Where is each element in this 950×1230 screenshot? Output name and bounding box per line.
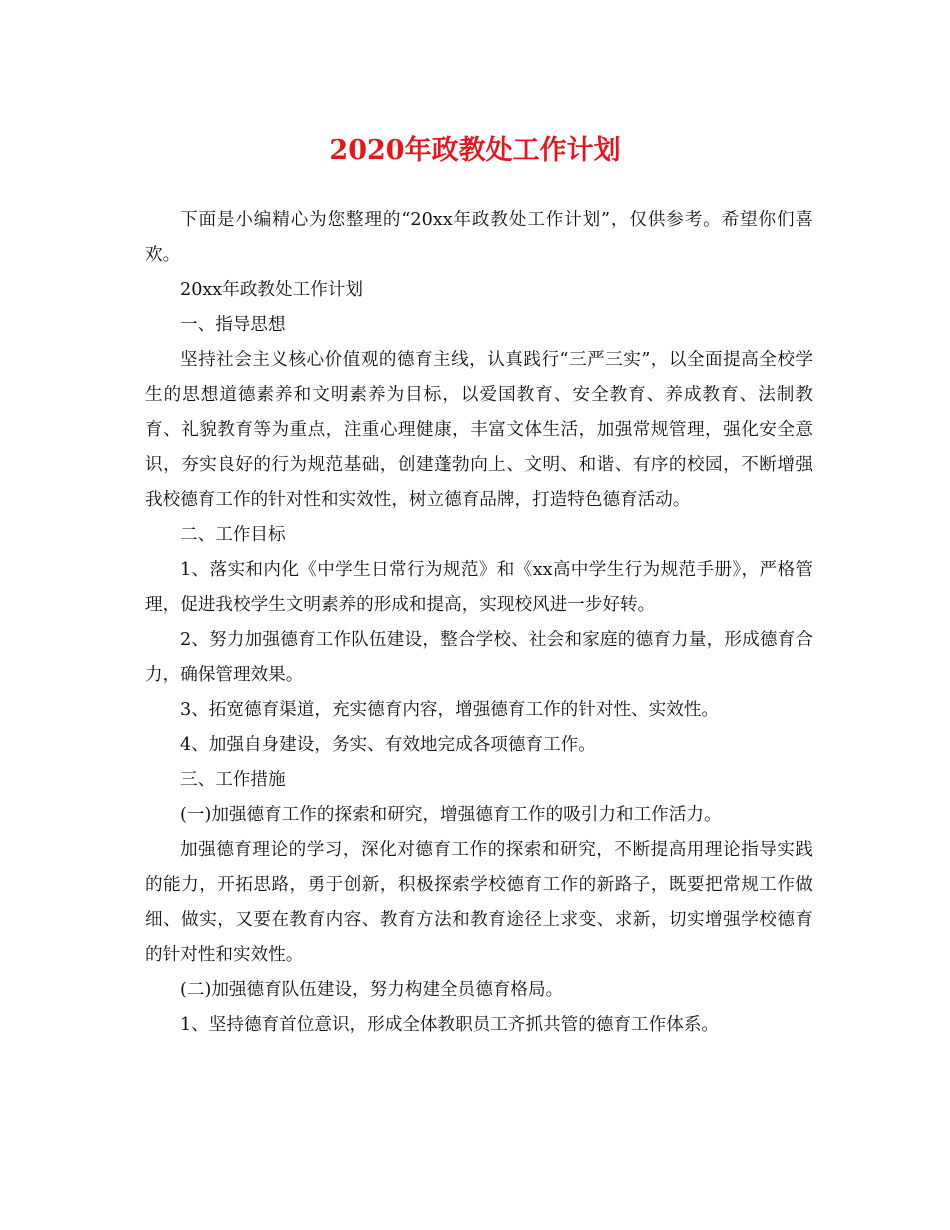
goal-item-1: 1、落实和内化《中学生日常行为规范》和《xx高中学生行为规范手册》，严格管理，促进我校学生文明素养的形成和提高，实现校风进一步好转。 <box>145 560 813 615</box>
measure-2-item-1: 1、坚持德育首位意识，形成全体教职员工齐抓共管的德育工作体系。 <box>180 1015 720 1035</box>
intro-paragraph: 下面是小编精心为您整理的“20xx年政教处工作计划”，仅供参考。希望你们喜欢。 <box>145 210 813 265</box>
goal-item-2: 2、努力加强德育工作队伍建设，整合学校、社会和家庭的德育力量，形成德育合力，确保管理效果。 <box>145 630 813 685</box>
measure-heading-2: (二)加强德育队伍建设，努力构建全员德育格局。 <box>180 980 564 1000</box>
goal-item-4: 4、加强自身建设，务实、有效地完成各项德育工作。 <box>180 735 596 755</box>
section-heading-work-measures: 三、工作措施 <box>180 770 286 790</box>
subtitle-paragraph: 20xx年政教处工作计划 <box>180 280 363 300</box>
section-heading-work-goals: 二、工作目标 <box>180 525 286 545</box>
guiding-thought-paragraph: 坚持社会主义核心价值观的德育主线，认真践行“三严三实”，以全面提高全校学生的思想道德素养和文明素养为目标，以爱国教育、安全教育、养成教育、法制教育、礼貌教育等为重点，注重心理健康，丰富文体生活，加强常规管理，强化安全意识，夯实良好的行为规范基础，创建蓬勃向上、文明、和谐、有序的校园，不断增强我校德育工作的针对性和实效性，树立德育品牌，打造特色德育活动。 <box>145 350 813 510</box>
document-body <box>145 203 813 1043</box>
document-title: 2020年政教处工作计划 <box>329 135 621 166</box>
goal-item-3: 3、拓宽德育渠道，充实德育内容，增强德育工作的针对性、实效性。 <box>180 700 720 720</box>
section-heading-guiding-thought: 一、指导思想 <box>180 315 286 335</box>
measure-heading-1: (一)加强德育工作的探索和研究，增强德育工作的吸引力和工作活力。 <box>180 805 722 825</box>
measure-1-paragraph: 加强德育理论的学习，深化对德育工作的探索和研究，不断提高用理论指导实践的能力，开拓思路，勇于创新，积极探索学校德育工作的新路子，既要把常规工作做细、做实，又要在教育内容、教育方法和教育途径上求变、求新，切实增强学校德育的针对性和实效性。 <box>145 840 813 965</box>
